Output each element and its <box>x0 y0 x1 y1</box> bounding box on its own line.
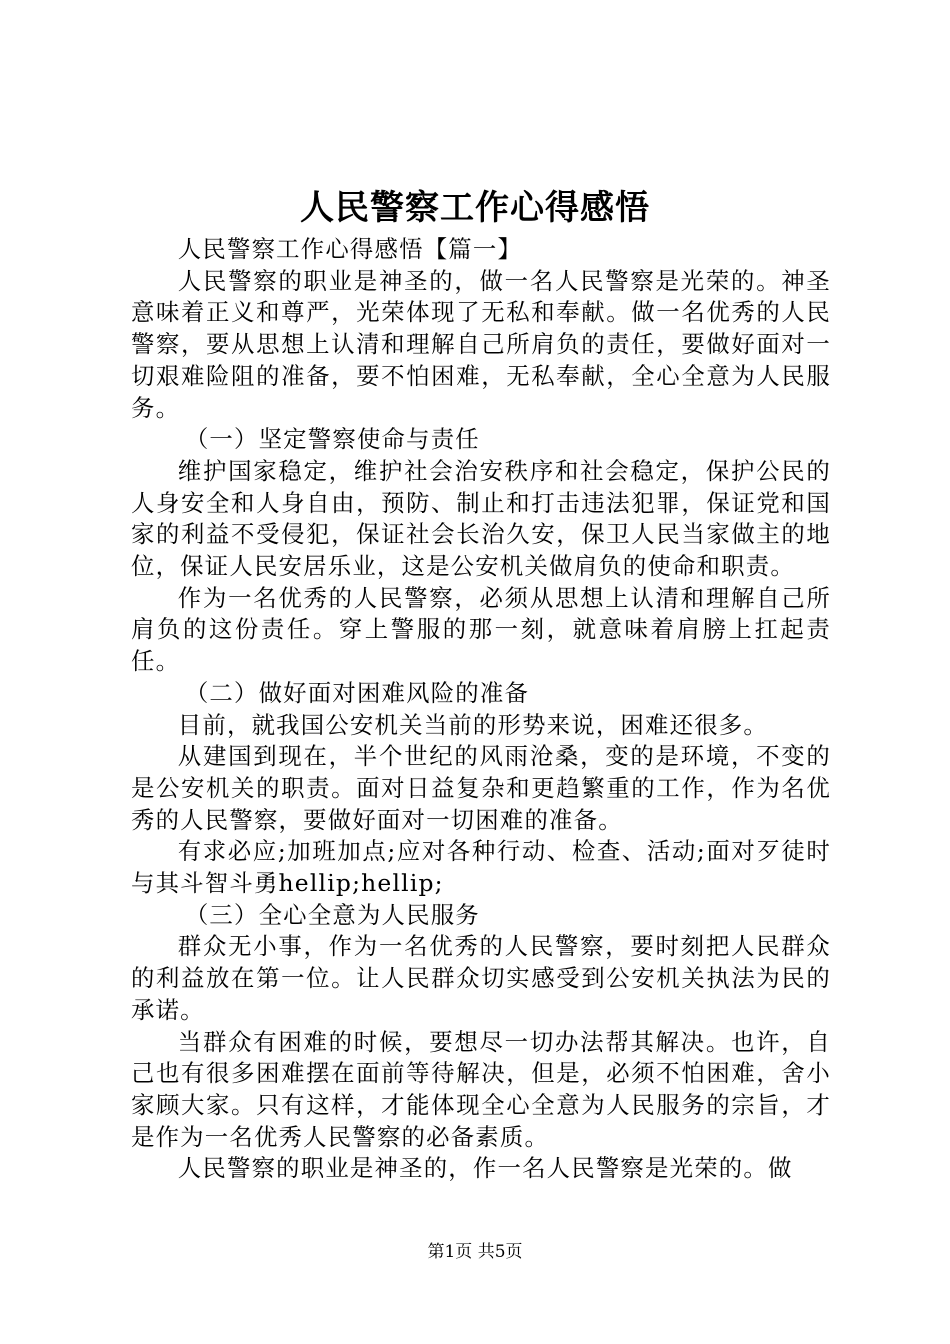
paragraph-current-situation: 目前，就我国公安机关当前的形势来说，困难还很多。 <box>177 710 768 739</box>
subheading-two: （二）做好面对困难风险的准备 <box>184 678 530 707</box>
paragraph-mission: 维护国家稳定，维护社会治安秩序和社会稳定，保护公民的人身安全和人身自由，预防、制止和打击违法犯罪，保证党和国家的利益不受侵犯，保证社会长治久安，保卫人民当家做主的地位，保证人民安居乐业，这是公安机关做肩负的使命和职责。 <box>131 456 831 581</box>
paragraph-intro: 人民警察的职业是神圣的，做一名人民警察是光荣的。神圣意味着正义和尊严，光荣体现了无私和奉献。做一名优秀的人民警察，要从思想上认清和理解自己所肩负的责任，要做好面对一切艰难险阻的准备，要不怕困难，无私奉献，全心全意为人民服务。 <box>131 266 831 422</box>
subheading-three: （三）全心全意为人民服务 <box>184 900 480 929</box>
paragraph-responsibility: 作为一名优秀的人民警察，必须从思想上认清和理解自己所肩负的这份责任。穿上警服的那一刻，就意味着肩膀上扛起责任。 <box>131 583 831 676</box>
section-heading-part-one: 人民警察工作心得感悟【篇一】 <box>177 235 523 263</box>
page-footer: 第1页 共5页 <box>427 1242 523 1262</box>
paragraph-closing: 人民警察的职业是神圣的，作一名人民警察是光荣的。做 <box>177 1154 793 1183</box>
document-body <box>131 234 831 1185</box>
paragraph-masses: 群众无小事，作为一名优秀的人民警察，要时刻把人民群众的利益放在第一位。让人民群众切实感受到公安机关执法为民的承诺。 <box>131 932 831 1024</box>
paragraph-duties: 有求必应;加班加点;应对各种行动、检查、活动;面对歹徒时与其斗智斗勇hellip;hellip; <box>131 837 831 898</box>
subheading-one: （一）坚定警察使命与责任 <box>184 425 480 454</box>
document-title: 人民警察工作心得感悟 <box>300 188 650 228</box>
paragraph-difficulties: 当群众有困难的时候，要想尽一切办法帮其解决。也许，自己也有很多困难摆在面前等待解决，但是，必须不怕困难，舍小家顾大家。只有这样，才能体现全心全意为人民服务的宗旨，才是作为一名优秀人民警察的必备素质。 <box>131 1027 831 1151</box>
paragraph-history: 从建国到现在，半个世纪的风雨沧桑，变的是环境，不变的是公安机关的职责。面对日益复杂和更趋繁重的工作，作为名优秀的人民警察，要做好面对一切困难的准备。 <box>131 742 831 834</box>
